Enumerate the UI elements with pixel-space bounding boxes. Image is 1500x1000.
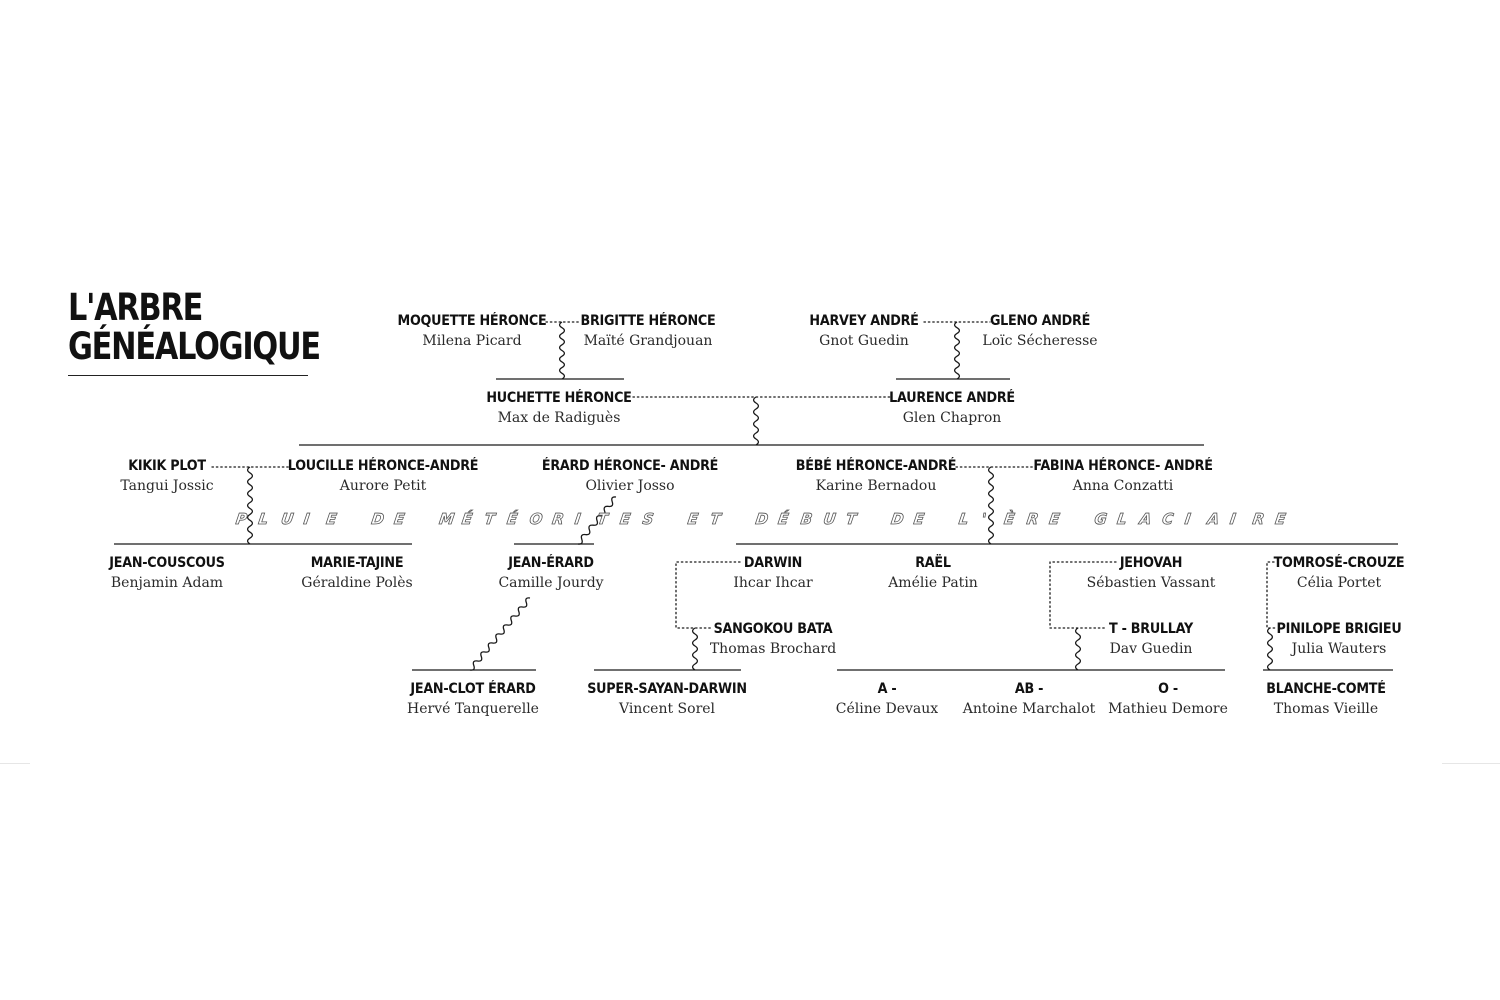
person-name: RAËL bbox=[915, 555, 951, 571]
event-banner-letter bbox=[732, 510, 735, 528]
person-pinilope bbox=[1219, 620, 1459, 658]
event-banner-letter: R bbox=[1251, 510, 1266, 528]
person-artist: Glen Chapron bbox=[902, 410, 1002, 426]
event-banner-letter: M bbox=[438, 510, 456, 528]
event-banner-letter: É bbox=[460, 510, 474, 528]
event-banner-letter: E bbox=[1048, 510, 1061, 528]
person-artist: Gnot Guedin bbox=[819, 333, 909, 349]
person-name: JEHOVAH bbox=[1119, 555, 1183, 571]
person-laurence bbox=[832, 389, 1072, 427]
event-banner-letter: I bbox=[302, 510, 311, 528]
event-banner-letter: D bbox=[754, 510, 770, 528]
person-artist: Céline Devaux bbox=[835, 701, 939, 717]
descent-line-jeanclot bbox=[470, 598, 530, 670]
page-edge-right bbox=[1442, 763, 1500, 764]
event-banner-letter: P bbox=[234, 510, 249, 528]
event-banner-letter bbox=[348, 510, 351, 528]
person-artist: Amélie Patin bbox=[888, 575, 978, 591]
person-supersayan bbox=[547, 680, 787, 718]
person-loucille bbox=[263, 457, 503, 495]
person-artist: Maïté Grandjouan bbox=[583, 333, 713, 349]
event-banner-letter: B bbox=[799, 510, 814, 528]
descent-lines bbox=[248, 322, 1273, 670]
person-artist: Karine Bernadou bbox=[815, 478, 937, 494]
person-name: O - bbox=[1158, 681, 1178, 697]
event-banner-letter: A bbox=[1138, 510, 1153, 528]
event-banner-letter bbox=[664, 510, 667, 528]
person-name: BÉBÉ HÉRONCE-ANDRÉ bbox=[795, 458, 957, 474]
person-name: A - bbox=[877, 681, 897, 697]
person-artist: Julia Wauters bbox=[1291, 641, 1387, 657]
event-banner-letter: E bbox=[912, 510, 926, 528]
person-artist: Dav Guedin bbox=[1109, 641, 1193, 657]
person-artist: Olivier Josso bbox=[585, 478, 675, 494]
event-banner-letter: D bbox=[889, 510, 905, 528]
person-artist: Hervé Tanquerelle bbox=[407, 701, 539, 717]
event-banner-letter: É bbox=[505, 510, 519, 528]
event-banner-letter: E bbox=[1274, 510, 1287, 528]
person-name: ÉRARD HÉRONCE- ANDRÉ bbox=[541, 458, 719, 474]
event-banner-letter: E bbox=[392, 510, 406, 528]
event-banner-letter: D bbox=[370, 510, 386, 528]
event-banner-letter bbox=[867, 510, 870, 528]
event-banner-letter: R bbox=[1025, 510, 1040, 528]
person-name: KIKIK PLOT bbox=[128, 458, 206, 474]
person-sangokou bbox=[653, 620, 893, 658]
person-artist: Loïc Sécheresse bbox=[982, 333, 1098, 349]
event-banner-letter: T bbox=[844, 510, 858, 528]
person-name: HUCHETTE HÉRONCE bbox=[486, 390, 632, 406]
person-name: FABINA HÉRONCE- ANDRÉ bbox=[1033, 458, 1213, 474]
person-artist: Anna Conzatti bbox=[1072, 478, 1174, 494]
person-name: DARWIN bbox=[743, 555, 803, 571]
event-banner-letter: S bbox=[641, 510, 655, 528]
person-artist: Sébastien Vassant bbox=[1086, 575, 1216, 591]
title-underline bbox=[68, 375, 308, 376]
person-artist: Thomas Vieille bbox=[1273, 701, 1379, 717]
event-banner-letter: E bbox=[325, 510, 338, 528]
event-banner-letter: U bbox=[822, 510, 837, 528]
event-banner-letter: T bbox=[596, 510, 609, 528]
person-artist: Milena Picard bbox=[422, 333, 522, 349]
person-name: JEAN-CLOT ÉRARD bbox=[410, 681, 536, 697]
event-banner-letter bbox=[935, 510, 938, 528]
page-edge-left bbox=[0, 763, 30, 764]
page-title bbox=[68, 288, 320, 366]
event-banner-letter: ' bbox=[980, 510, 988, 528]
event-banner-letter: I bbox=[1183, 510, 1192, 528]
event-banner-letter: I bbox=[1228, 510, 1237, 528]
event-banner-letter: A bbox=[1206, 510, 1221, 528]
descent-line-generation-2 bbox=[754, 397, 759, 445]
event-banner-letter: L bbox=[1115, 510, 1128, 528]
person-erard bbox=[510, 457, 750, 495]
person-huchette bbox=[439, 389, 679, 427]
person-artist: Max de Radiguès bbox=[497, 410, 621, 426]
person-rael bbox=[813, 554, 1053, 592]
event-banner-letter: I bbox=[573, 510, 582, 528]
event-banner-letter: L bbox=[957, 510, 970, 528]
person-jeanerard bbox=[431, 554, 671, 592]
event-banner-letter: U bbox=[279, 510, 295, 528]
person-name: HARVEY ANDRÉ bbox=[809, 313, 919, 329]
person-name: MARIE-TAJINE bbox=[310, 555, 404, 571]
event-banner-letter: O bbox=[528, 510, 544, 528]
event-banner-letter: C bbox=[1161, 510, 1175, 528]
person-name: T - BRULLAY bbox=[1108, 621, 1194, 637]
person-bebe bbox=[756, 457, 996, 495]
person-artist: Antoine Marchalot bbox=[962, 701, 1096, 717]
person-name: PINILOPE BRIGIEU bbox=[1276, 621, 1402, 637]
event-banner-letter: G bbox=[1093, 510, 1109, 528]
event-banner-letter bbox=[415, 510, 418, 528]
person-name: SANGOKOU BATA bbox=[713, 621, 833, 637]
person-name: BRIGITTE HÉRONCE bbox=[580, 313, 716, 329]
title-line-1: L'ARBRE bbox=[68, 286, 203, 329]
event-banner bbox=[234, 510, 1287, 528]
person-name: LAURENCE ANDRÉ bbox=[889, 390, 1015, 406]
person-name: MOQUETTE HÉRONCE bbox=[397, 313, 547, 329]
person-artist: Tangui Jossic bbox=[120, 478, 214, 494]
person-name: GLENO ANDRÉ bbox=[989, 313, 1091, 329]
event-banner-letter: R bbox=[551, 510, 566, 528]
person-name: LOUCILLE HÉRONCE-ANDRÉ bbox=[287, 458, 479, 474]
person-artist: Vincent Sorel bbox=[618, 701, 716, 717]
title-line-2: GÉNÉALOGIQUE bbox=[68, 325, 320, 368]
person-name: AB - bbox=[1014, 681, 1044, 697]
person-tomrose bbox=[1219, 554, 1459, 592]
person-kikik bbox=[47, 457, 287, 495]
event-banner-letter: É bbox=[776, 510, 790, 528]
person-gleno bbox=[920, 312, 1160, 350]
person-name: BLANCHE-COMTÉ bbox=[1266, 681, 1386, 697]
person-artist: Célia Portet bbox=[1296, 575, 1382, 591]
person-name: JEAN-ÉRARD bbox=[508, 555, 594, 571]
person-artist: Thomas Brochard bbox=[709, 641, 837, 657]
event-banner-letter: E bbox=[686, 510, 700, 528]
event-banner-letter bbox=[1071, 510, 1074, 528]
event-banner-letter: T bbox=[709, 510, 722, 528]
person-artist: Benjamin Adam bbox=[110, 575, 224, 591]
event-banner-letter: L bbox=[257, 510, 270, 528]
person-artist: Géraldine Polès bbox=[301, 575, 413, 591]
person-name: TOMROSÉ-CROUZE bbox=[1273, 555, 1405, 571]
person-artist: Aurore Petit bbox=[339, 478, 427, 494]
person-fabina bbox=[1003, 457, 1243, 495]
person-brigitte bbox=[528, 312, 768, 350]
person-artist: Camille Jourdy bbox=[498, 575, 604, 591]
person-artist: Ihcar Ihcar bbox=[733, 575, 813, 591]
person-name: JEAN-COUSCOUS bbox=[109, 555, 225, 571]
person-name: SUPER-SAYAN-DARWIN bbox=[587, 681, 747, 697]
person-artist: Mathieu Demore bbox=[1108, 701, 1228, 717]
person-blanche bbox=[1206, 680, 1446, 718]
event-banner-letter: T bbox=[483, 510, 497, 528]
event-banner-letter: E bbox=[618, 510, 632, 528]
event-banner-letter: È bbox=[1002, 510, 1016, 528]
